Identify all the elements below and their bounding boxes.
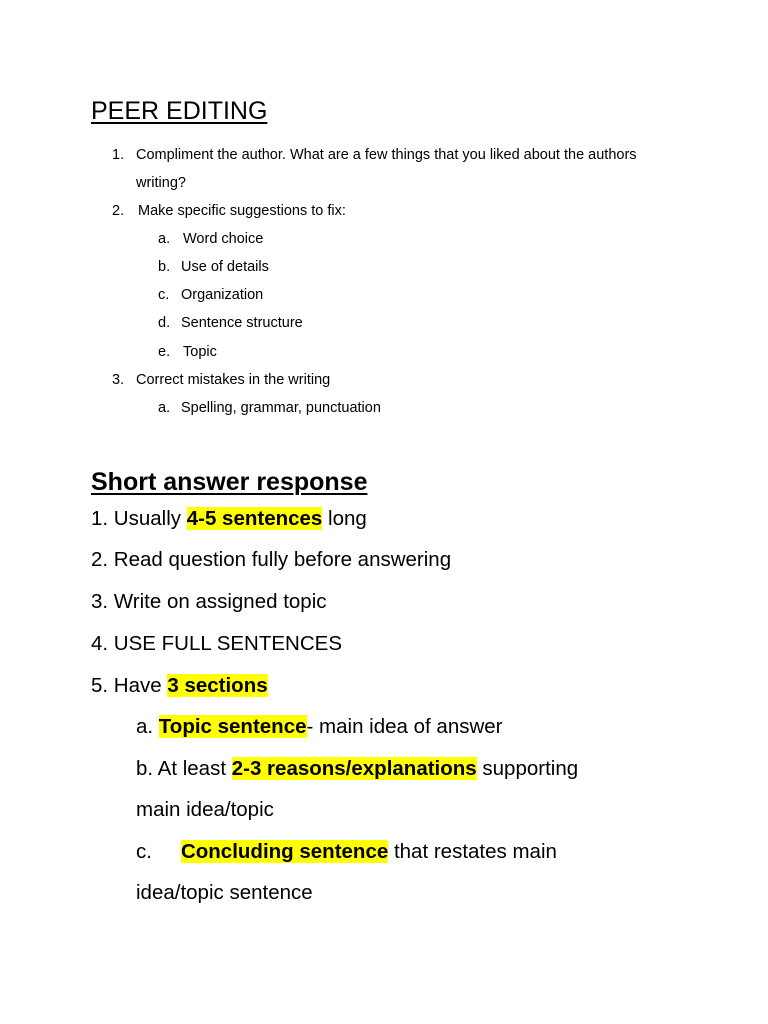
rule-text: 1. Usually	[91, 507, 187, 530]
section-text: a.	[136, 715, 159, 738]
rule-item: 4. USE FULL SENTENCES	[91, 632, 343, 655]
sublist-item-text: Topic	[183, 344, 217, 360]
rule-item	[91, 673, 268, 699]
list-item-text-continued: writing?	[136, 175, 186, 191]
list-number: 3.	[112, 372, 125, 388]
sublist-item-text: Sentence structure	[181, 315, 303, 331]
section-item	[136, 839, 557, 865]
sublist-item-text: Use of details	[181, 259, 269, 275]
rule-text: long	[322, 507, 367, 530]
list-item-text: Correct mistakes in the writing	[136, 372, 331, 388]
section-item	[136, 714, 503, 740]
peer-editing-title: PEER EDITING	[91, 97, 268, 125]
sublist-letter: e.	[158, 344, 171, 360]
highlighted-text: 4-5 sentences	[186, 507, 323, 530]
list-item-text: Compliment the author. What are a few things that you liked about the authors	[136, 147, 637, 163]
sublist-letter: b.	[158, 259, 171, 275]
section-item-continued: main idea/topic	[136, 798, 274, 821]
sublist-letter: a.	[158, 231, 171, 247]
sublist-letter: a.	[158, 400, 171, 416]
rule-item	[91, 506, 367, 532]
section-item-continued: idea/topic sentence	[136, 881, 313, 904]
sublist-item-text: Spelling, grammar, punctuation	[181, 400, 381, 416]
section-item	[136, 756, 578, 782]
rule-item: 3. Write on assigned topic	[91, 590, 327, 613]
section-text: that restates main	[388, 840, 557, 863]
section-text: - main idea of answer	[306, 715, 503, 738]
highlighted-text: 3 sections	[167, 674, 268, 697]
sublist-letter: d.	[158, 315, 171, 331]
highlighted-text: 2-3 reasons/explanations	[231, 757, 477, 780]
highlighted-text: Concluding sentence	[180, 840, 389, 863]
list-number: 2.	[112, 203, 125, 219]
rule-text: 5. Have	[91, 674, 168, 697]
sublist-letter: c.	[158, 287, 170, 303]
section-text: b. At least	[136, 757, 232, 780]
section-text: supporting	[476, 757, 579, 780]
list-item-text: Make specific suggestions to fix:	[138, 203, 346, 219]
section-text: c.	[136, 840, 152, 863]
highlighted-text: Topic sentence	[158, 715, 307, 738]
list-number: 1.	[112, 147, 125, 163]
sublist-item-text: Organization	[181, 287, 264, 303]
short-answer-title: Short answer response	[91, 468, 368, 496]
rule-item: 2. Read question fully before answering	[91, 548, 452, 571]
sublist-item-text: Word choice	[183, 231, 264, 247]
